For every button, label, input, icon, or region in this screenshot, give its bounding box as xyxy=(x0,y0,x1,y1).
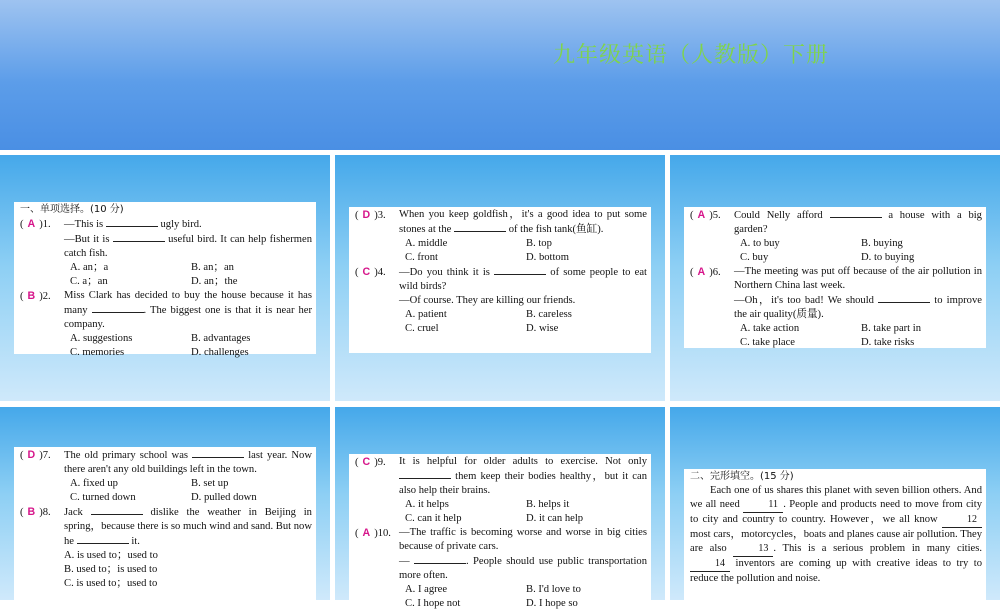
cloze-blank: 11 xyxy=(743,498,783,513)
question-card-4 xyxy=(14,447,316,600)
answer-blank xyxy=(454,222,506,232)
option: A. patient xyxy=(405,309,447,320)
question-card-1 xyxy=(14,202,316,358)
answer-letter: A xyxy=(362,527,371,539)
answer-marker: ( D )7. xyxy=(20,449,51,461)
question-number: )1. xyxy=(39,219,51,230)
answer-blank xyxy=(494,265,546,275)
options-row xyxy=(355,251,647,265)
answer-letter: A xyxy=(27,218,36,230)
option: A. an；a xyxy=(70,262,109,273)
answer-letter: D xyxy=(27,449,36,461)
question-text: it. xyxy=(131,536,140,547)
question-number: )3. xyxy=(374,210,386,221)
page-title: 九年级英语（人教版）下册 xyxy=(553,43,830,68)
option: C. cruel xyxy=(405,323,439,334)
option: A. suggestions xyxy=(70,333,133,344)
answer-blank xyxy=(92,303,144,313)
passage-text: . People and products need to move from city to city and country to country. However，we all know xyxy=(690,499,982,525)
question-5 xyxy=(690,208,982,237)
answer-marker: ( C )9. xyxy=(355,456,386,468)
section-title: 一、单项选择。(10 分) xyxy=(20,204,124,215)
answer-letter: A xyxy=(697,209,706,221)
option: C. front xyxy=(405,252,438,263)
answer-blank xyxy=(106,217,158,227)
question-card-3 xyxy=(684,207,986,348)
answer-marker: ( B )8. xyxy=(20,506,51,518)
option: B. used to；is used to xyxy=(64,564,158,575)
slide-tile-5[interactable] xyxy=(335,407,665,609)
option: A. I agree xyxy=(405,584,448,595)
option: C. is used to；used to xyxy=(64,578,158,589)
question-1 xyxy=(20,217,312,232)
answer-blank xyxy=(830,208,882,218)
option: B. an；an xyxy=(191,262,234,273)
options-row xyxy=(20,332,312,346)
question-number: )2. xyxy=(39,291,51,302)
question-line: — . People should use public transportation more often. xyxy=(399,556,647,581)
question-8 xyxy=(20,505,312,549)
option: D. pulled down xyxy=(191,492,257,503)
options-row xyxy=(690,237,982,251)
answer-marker: ( D )3. xyxy=(355,209,386,221)
option: D. it can help xyxy=(526,513,584,524)
question-text: . The biggest one is that it is near her company. xyxy=(64,305,312,330)
answer-blank xyxy=(77,534,129,544)
options-row xyxy=(355,308,647,322)
option: A. is used to；used to xyxy=(64,550,158,561)
question-text: ugly bird. xyxy=(160,219,202,230)
answer-blank xyxy=(192,448,244,458)
passage-text: most cars，motorcycles，boats and planes cause air pollution. They are also xyxy=(690,529,982,554)
question-6 xyxy=(690,265,982,293)
question-text: to improve the air quality(质量). xyxy=(734,295,982,320)
answer-marker: ( A )10. xyxy=(355,527,391,539)
options-row xyxy=(355,322,647,336)
options-row xyxy=(20,275,312,289)
option: D. wise xyxy=(526,323,559,334)
question-text: a house with a big garden? xyxy=(734,210,982,235)
cloze-card xyxy=(684,469,986,600)
question-text: of some people to eat wild birds? xyxy=(399,267,647,292)
question-text: Jack xyxy=(64,507,83,518)
header-banner xyxy=(0,0,1000,150)
option: B. top xyxy=(526,238,552,249)
option: A. take action xyxy=(740,323,800,334)
question-card-2 xyxy=(349,207,651,353)
question-text: —The traffic is becoming worse and worse in big cities because of private cars. xyxy=(399,527,647,552)
options-row xyxy=(355,512,647,526)
option: B. careless xyxy=(526,309,572,320)
question-text: of the fish tank(鱼缸). xyxy=(508,224,604,235)
answer-blank xyxy=(91,505,143,515)
question-10 xyxy=(355,526,647,554)
options-row xyxy=(20,346,312,360)
cloze-blank: 13 xyxy=(733,542,773,557)
option: A. it helps xyxy=(405,499,449,510)
option: B. buying xyxy=(861,238,903,249)
answer-letter: B xyxy=(27,506,36,518)
options-row xyxy=(20,491,312,505)
cloze-blank: 12 xyxy=(942,513,982,528)
question-9 xyxy=(355,455,647,498)
section-title: 二、完形填空。(15 分) xyxy=(690,471,794,482)
question-text: . People should use public transportation more often. xyxy=(399,556,647,581)
option: B. helps it xyxy=(526,499,570,510)
option: C. a；an xyxy=(70,276,108,287)
question-text: them keep their bodies healthy，but it can also help their brains. xyxy=(399,471,648,496)
question-2 xyxy=(20,289,312,332)
option: C. turned down xyxy=(70,492,136,503)
option: C. I hope not xyxy=(405,598,461,609)
option: C. take place xyxy=(740,337,796,348)
question-number: )7. xyxy=(39,450,51,461)
slide-tile-1[interactable] xyxy=(0,155,330,401)
question-text: Could Nelly afford xyxy=(734,210,823,221)
question-text: —But it is xyxy=(64,234,110,245)
question-text: —Do you think it is xyxy=(399,267,490,278)
answer-marker: ( A )1. xyxy=(20,218,51,230)
option: C. can it help xyxy=(405,513,462,524)
question-line xyxy=(690,293,982,322)
answer-blank xyxy=(878,293,930,303)
question-text: The old primary school was xyxy=(64,450,189,461)
question-number: )8. xyxy=(39,507,51,518)
option: C. memories xyxy=(70,347,125,358)
option: D. an；the xyxy=(191,276,238,287)
option: D. take risks xyxy=(861,337,915,348)
answer-letter: C xyxy=(362,266,371,278)
cloze-blank: 14 xyxy=(690,557,730,572)
option: D. to buying xyxy=(861,252,915,263)
passage-text: Each one of us shares this planet with seven billion others. And we all need xyxy=(690,485,982,510)
option: C. buy xyxy=(740,252,769,263)
question-number: )4. xyxy=(374,267,386,278)
question-text: last year. Now there aren't any old buildings left in the town. xyxy=(64,450,312,475)
question-text: —The meeting was put off because of the air pollution in Northern China last week. xyxy=(734,266,982,291)
answer-marker: ( C )4. xyxy=(355,266,386,278)
question-text: useful bird. It can help fishermen catch fish. xyxy=(64,234,312,259)
option: D. challenges xyxy=(191,347,249,358)
question-3 xyxy=(355,208,647,237)
question-number: )9. xyxy=(374,457,386,468)
slide-tile-6[interactable] xyxy=(670,407,1000,600)
option: A. to buy xyxy=(740,238,780,249)
option: B. set up xyxy=(191,478,229,489)
slide-tile-4[interactable] xyxy=(0,407,330,600)
question-text: When you keep goldfish，it's a good idea to put some stones at the xyxy=(399,209,647,235)
question-number: )6. xyxy=(709,267,721,278)
passage-text: . This is a serious problem in many cities. xyxy=(773,543,982,554)
question-text: It is helpful for older adults to exercise. Not only xyxy=(399,456,647,467)
options-row xyxy=(355,237,647,251)
option: A. middle xyxy=(405,238,448,249)
question-4 xyxy=(355,265,647,294)
cloze-passage xyxy=(690,484,982,586)
option: A. fixed up xyxy=(70,478,118,489)
question-line xyxy=(20,232,312,261)
slide-tile-2[interactable] xyxy=(335,155,665,401)
options-row xyxy=(355,498,647,512)
options-row xyxy=(355,597,647,611)
question-card-5 xyxy=(349,454,651,609)
answer-blank xyxy=(399,469,451,479)
option: B. take part in xyxy=(861,323,922,334)
options-row xyxy=(355,583,647,597)
question-7 xyxy=(20,448,312,477)
passage-text: inventors are coming up with creative ideas to try to reduce the pollution and noise. xyxy=(690,558,982,584)
answer-letter: B xyxy=(27,290,36,302)
answer-blank xyxy=(414,554,466,564)
answer-marker: ( A )6. xyxy=(690,266,721,278)
option: B. advantages xyxy=(191,333,251,344)
option: D. I hope so xyxy=(526,598,578,609)
option: D. bottom xyxy=(526,252,569,263)
question-number: )5. xyxy=(709,210,721,221)
options-row xyxy=(20,477,312,491)
options-row xyxy=(20,261,312,275)
answer-marker: ( A )5. xyxy=(690,209,721,221)
question-text: —Oh，it's too bad! We should xyxy=(734,295,874,306)
question-text: dislike the weather in Beijing in spring，because there is so much wind and sand. But now he xyxy=(64,507,312,547)
slide-tile-3[interactable] xyxy=(670,155,1000,401)
options-row xyxy=(690,336,982,350)
question-number: )10. xyxy=(374,528,391,539)
question-text: Miss Clark has decided to buy the house because it has many xyxy=(64,290,312,316)
question-text: —This is xyxy=(64,219,104,230)
answer-letter: C xyxy=(362,456,371,468)
option: B. I'd love to xyxy=(526,584,581,595)
answer-marker: ( B )2. xyxy=(20,290,51,302)
answer-letter: A xyxy=(697,266,706,278)
options-row xyxy=(690,251,982,265)
options-row xyxy=(690,322,982,336)
answer-blank xyxy=(113,232,165,242)
question-line: —Of course. They are killing our friends. xyxy=(399,295,576,306)
answer-letter: D xyxy=(362,209,371,221)
